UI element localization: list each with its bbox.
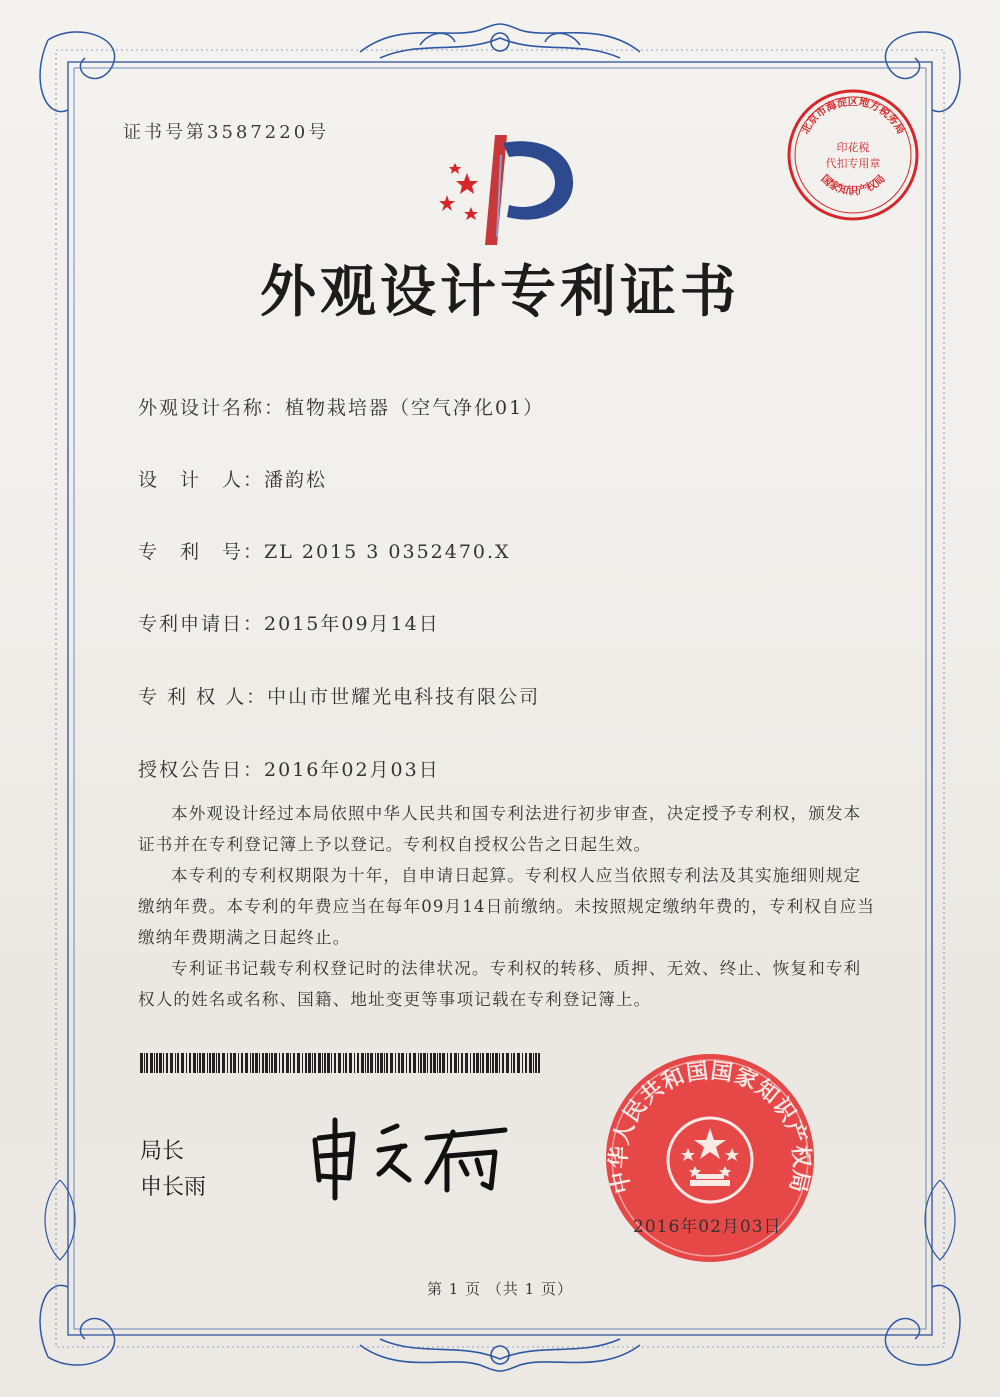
- barcode-bar: [365, 1053, 366, 1073]
- barcode-bar: [473, 1053, 475, 1073]
- barcode-bar: [245, 1053, 248, 1073]
- barcode-bar: [227, 1053, 228, 1073]
- barcode-bar: [465, 1053, 468, 1073]
- barcode-bar: [401, 1053, 404, 1073]
- barcode-bar: [193, 1053, 196, 1073]
- barcode-bar: [177, 1053, 179, 1073]
- field-design-name: 外观设计名称：植物栽培器（空气净化01）: [138, 397, 545, 419]
- barcode-bar: [331, 1053, 332, 1073]
- barcode-bar: [535, 1053, 537, 1073]
- barcode-bar: [395, 1053, 396, 1073]
- barcode-bar: [354, 1053, 355, 1073]
- barcode-bar: [170, 1053, 173, 1073]
- barcode-bar: [345, 1053, 347, 1073]
- barcode-bar: [207, 1053, 208, 1073]
- barcode-bar: [216, 1053, 217, 1073]
- barcode-bar: [218, 1053, 220, 1073]
- tax-stamp-seal: [783, 85, 923, 225]
- barcode-bar: [406, 1053, 407, 1073]
- barcode-bar: [290, 1053, 291, 1073]
- seal-arc-text: 中华人民共和国国家知识产权局: [606, 1058, 814, 1196]
- barcode-bar: [140, 1053, 143, 1073]
- barcode-bar: [490, 1053, 491, 1073]
- barcode-bar: [522, 1053, 523, 1073]
- barcode-bar: [513, 1053, 515, 1073]
- field-grant-date: 授权公告日：2016年02月03日: [138, 759, 440, 781]
- barcode-bar: [377, 1053, 379, 1073]
- barcode-bar: [163, 1053, 164, 1073]
- tax-seal-bottom-text: 国家知识产权局: [818, 172, 888, 198]
- director-signature: [305, 1110, 525, 1205]
- barcode-bar: [427, 1053, 428, 1073]
- barcode-bar: [159, 1053, 162, 1073]
- certificate-number: 证书号第3587220号: [123, 122, 330, 143]
- legal-text: [138, 798, 878, 1015]
- barcode: [140, 1053, 540, 1073]
- barcode-bar: [250, 1053, 251, 1073]
- barcode-bar: [502, 1053, 504, 1073]
- tax-seal-center-line1: 印花税: [836, 141, 870, 154]
- barcode-bar: [492, 1053, 494, 1073]
- barcode-bar: [186, 1053, 187, 1073]
- barcode-bar: [470, 1053, 471, 1073]
- barcode-bar: [175, 1053, 176, 1073]
- tax-seal-outer-text: 北京市海淀区地方税务局: [799, 96, 907, 137]
- director-title: 局长: [140, 1139, 185, 1164]
- barcode-bar: [308, 1053, 311, 1073]
- barcode-bar: [538, 1053, 540, 1073]
- barcode-bar: [506, 1053, 509, 1073]
- barcode-bar: [144, 1053, 145, 1073]
- barcode-bar: [265, 1053, 268, 1073]
- patent-office-logo: [425, 125, 585, 245]
- barcode-bar: [230, 1053, 232, 1073]
- page-number: 第 1 页 （共 1 页）: [427, 1280, 573, 1298]
- barcode-bar: [279, 1053, 280, 1073]
- barcode-bar: [367, 1053, 369, 1073]
- barcode-bar: [439, 1053, 441, 1073]
- barcode-bar: [361, 1053, 364, 1073]
- barcode-bar: [274, 1053, 277, 1073]
- barcode-bar: [413, 1053, 416, 1073]
- barcode-bar: [447, 1053, 448, 1073]
- barcode-bar: [486, 1053, 489, 1073]
- barcode-bar: [430, 1053, 432, 1073]
- tax-seal-center-line2: 代扣专用章: [825, 157, 881, 170]
- barcode-bar: [458, 1053, 459, 1073]
- barcode-bar: [238, 1053, 239, 1073]
- svg-text:国家知识产权局: [818, 172, 888, 198]
- barcode-bar: [166, 1053, 168, 1073]
- barcode-bar: [384, 1053, 385, 1073]
- barcode-bar: [423, 1053, 426, 1073]
- barcode-bar: [375, 1053, 376, 1073]
- barcode-bar: [209, 1053, 211, 1073]
- barcode-bar: [286, 1053, 289, 1073]
- barcode-bar: [197, 1053, 198, 1073]
- barcode-bar: [327, 1053, 330, 1073]
- barcode-bar: [349, 1053, 352, 1073]
- barcode-bar: [181, 1053, 184, 1073]
- barcode-bar: [476, 1053, 479, 1073]
- barcode-bar: [442, 1053, 445, 1073]
- barcode-bar: [480, 1053, 481, 1073]
- legal-paragraph-2: 本专利的专利权期限为十年，自申请日起算。专利权人应当依照专利法及其实施细则规定缴纳年费。本专利的年费应当在每年09月14日前缴纳。未按照规定缴纳年费的，专利权自应当缴纳年费期满之日起终止。: [138, 866, 876, 947]
- barcode-bar: [314, 1053, 316, 1073]
- barcode-bar: [202, 1053, 205, 1073]
- barcode-bar: [312, 1053, 313, 1073]
- barcode-bar: [482, 1053, 484, 1073]
- barcode-bar: [495, 1053, 498, 1073]
- barcode-bar: [255, 1053, 258, 1073]
- barcode-bar: [420, 1053, 422, 1073]
- barcode-bar: [529, 1053, 532, 1073]
- barcode-bar: [343, 1053, 344, 1073]
- barcode-bar: [233, 1053, 236, 1073]
- barcode-bar: [433, 1053, 436, 1073]
- field-designer: 设 计 人：潘韵松: [138, 469, 328, 491]
- barcode-bar: [297, 1053, 300, 1073]
- barcode-bar: [525, 1053, 527, 1073]
- seal-date: 2016年02月03日: [633, 1217, 782, 1237]
- director-name: 申长雨: [140, 1175, 207, 1200]
- barcode-bar: [338, 1053, 341, 1073]
- svg-text:北京市海淀区地方税务局: [799, 95, 908, 137]
- barcode-bar: [450, 1053, 452, 1073]
- barcode-bar: [282, 1053, 284, 1073]
- barcode-bar: [271, 1053, 273, 1073]
- barcode-bar: [390, 1053, 393, 1073]
- barcode-bar: [305, 1053, 307, 1073]
- barcode-bar: [302, 1053, 303, 1073]
- barcode-bar: [517, 1053, 520, 1073]
- barcode-bar: [386, 1053, 388, 1073]
- barcode-bar: [269, 1053, 270, 1073]
- barcode-bar: [199, 1053, 201, 1073]
- legal-paragraph-1: 本外观设计经过本局依照中华人民共和国专利法进行初步审查，决定授予专利权，颁发本证书并在专利登记簿上予以登记。专利权自授权公告之日起生效。: [138, 804, 862, 854]
- barcode-bar: [370, 1053, 373, 1073]
- barcode-bar: [318, 1053, 321, 1073]
- barcode-bar: [334, 1053, 336, 1073]
- certificate-title: 外观设计专利证书: [260, 260, 740, 325]
- barcode-bar: [154, 1053, 155, 1073]
- barcode-bar: [409, 1053, 411, 1073]
- barcode-bar: [418, 1053, 419, 1073]
- barcode-bar: [222, 1053, 225, 1073]
- barcode-bar: [150, 1053, 153, 1073]
- barcode-bar: [293, 1053, 295, 1073]
- barcode-bar: [511, 1053, 512, 1073]
- barcode-bar: [437, 1053, 438, 1073]
- barcode-bar: [212, 1053, 215, 1073]
- barcode-bar: [357, 1053, 359, 1073]
- field-patent-number: 专 利 号：ZL 2015 3 0352470.X: [138, 541, 511, 563]
- barcode-bar: [156, 1053, 158, 1073]
- barcode-bar: [146, 1053, 148, 1073]
- barcode-bar: [262, 1053, 264, 1073]
- barcode-bar: [454, 1053, 457, 1073]
- barcode-bar: [380, 1053, 383, 1073]
- barcode-bar: [259, 1053, 260, 1073]
- barcode-bar: [398, 1053, 400, 1073]
- barcode-bar: [324, 1053, 326, 1073]
- barcode-bar: [241, 1053, 243, 1073]
- field-patentee: 专 利 权 人：中山市世耀光电科技有限公司: [138, 686, 541, 708]
- field-application-date: 专利申请日：2015年09月14日: [138, 613, 440, 635]
- barcode-bar: [252, 1053, 254, 1073]
- barcode-bar: [189, 1053, 191, 1073]
- barcode-bar: [322, 1053, 323, 1073]
- legal-paragraph-3: 专利证书记载专利权登记时的法律状况。专利权的转移、质押、无效、终止、恢复和专利权人的姓名或名称、国籍、地址变更等事项记载在专利登记簿上。: [138, 959, 862, 1009]
- barcode-bar: [533, 1053, 534, 1073]
- barcode-bar: [461, 1053, 463, 1073]
- barcode-bar: [499, 1053, 500, 1073]
